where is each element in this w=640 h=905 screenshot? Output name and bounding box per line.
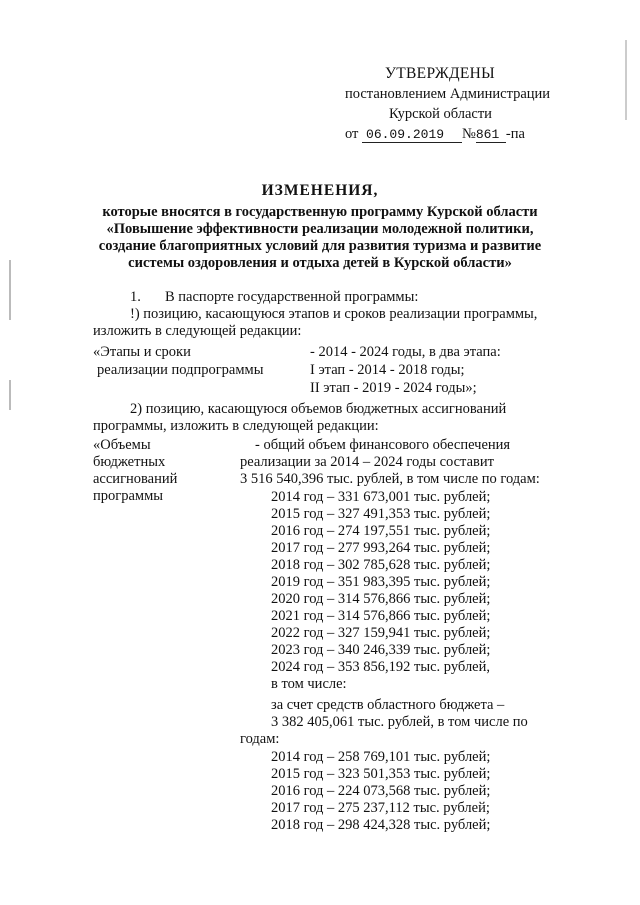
stages-value-line-2: I этап - 2014 - 2018 годы; bbox=[310, 362, 465, 378]
budget-year-regional-2018: 2018 год – 298 424,328 тыс. рублей; bbox=[271, 817, 491, 833]
approval-line-resolution: постановлением Администрации bbox=[345, 86, 551, 102]
budget-year-total-2015: 2015 год – 327 491,353 тыс. рублей; bbox=[271, 506, 491, 522]
changes-subtitle-line-3: создание благоприятных условий для развития туризма и развитие bbox=[98, 238, 542, 254]
budget-years-total bbox=[271, 489, 490, 693]
approval-number-sign: № bbox=[462, 126, 476, 142]
item-1-line-2: изложить в следующей редакции: bbox=[93, 323, 302, 339]
budget-intro-line-2: реализации за 2014 – 2024 годы составит bbox=[240, 454, 494, 470]
budget-year-total-2016: 2016 год – 274 197,551 тыс. рублей; bbox=[271, 523, 491, 539]
approval-number: 861 bbox=[476, 127, 506, 143]
budget-year-regional-2016: 2016 год – 224 073,568 тыс. рублей; bbox=[271, 783, 491, 799]
budget-regional-line-2: 3 382 405,061 тыс. рублей, в том числе по bbox=[271, 714, 528, 730]
budget-year-total-2024: 2024 год – 353 856,192 тыс. рублей, bbox=[271, 659, 491, 675]
changes-title: ИЗМЕНЕНИЯ, bbox=[261, 182, 379, 199]
budget-intro-line-1: - общий объем финансового обеспечения bbox=[255, 437, 511, 453]
budget-label-line-1: «Объемы bbox=[93, 437, 151, 453]
budget-regional-line-3: годам: bbox=[240, 731, 280, 747]
budget-year-total-2017: 2017 год – 277 993,264 тыс. рублей; bbox=[271, 540, 491, 556]
budget-label-line-2: бюджетных bbox=[93, 454, 166, 470]
budget-year-regional-2015: 2015 год – 323 501,353 тыс. рублей; bbox=[271, 766, 491, 782]
budget-label bbox=[93, 437, 177, 505]
scan-mark-right bbox=[625, 40, 627, 120]
budget-years-regional bbox=[271, 749, 490, 834]
budget-label-line-3: ассигнований bbox=[93, 471, 178, 487]
item-2-line-2: программы, изложить в следующей редакции: bbox=[93, 418, 379, 434]
approval-from-label: от bbox=[345, 126, 359, 142]
changes-subtitle-line-1: которые вносятся в государственную программу Курской области bbox=[102, 204, 538, 220]
approval-number-suffix: -па bbox=[505, 126, 525, 142]
budget-year-total-2019: 2019 год – 351 983,395 тыс. рублей; bbox=[271, 574, 491, 590]
approval-block bbox=[345, 64, 585, 144]
budget-year-total-2014: 2014 год – 331 673,001 тыс. рублей; bbox=[271, 489, 491, 505]
budget-label-line-4: программы bbox=[93, 488, 163, 504]
item-1-line-1: !) позицию, касающуюся этапов и сроков реализации программы, bbox=[130, 306, 538, 322]
section-1-number: 1. bbox=[130, 289, 141, 305]
budget-regional-line-1: за счет средств областного бюджета – bbox=[271, 697, 505, 713]
approval-date-line bbox=[345, 124, 585, 144]
stages-value-line-1: - 2014 - 2024 годы, в два этапа: bbox=[310, 344, 501, 360]
stages-label bbox=[93, 343, 263, 379]
budget-year-total-2023: 2023 год – 340 246,339 тыс. рублей; bbox=[271, 642, 491, 658]
scan-mark-left-2 bbox=[9, 380, 11, 410]
item-2-line-1: 2) позицию, касающуюся объемов бюджетных ассигнований bbox=[130, 401, 507, 417]
approval-line-region: Курской области bbox=[389, 106, 492, 122]
budget-year-total-2018: 2018 год – 302 785,628 тыс. рублей; bbox=[271, 557, 491, 573]
budget-year-total-2021: 2021 год – 314 576,866 тыс. рублей; bbox=[271, 608, 491, 624]
changes-subtitle-line-4: системы оздоровления и отдыха детей в Курской области» bbox=[128, 255, 512, 271]
budget-including: в том числе: bbox=[271, 676, 347, 692]
changes-subtitle-line-2: «Повышение эффективности реализации молодежной политики, bbox=[106, 221, 534, 237]
stages-value bbox=[310, 343, 501, 397]
changes-heading bbox=[0, 182, 640, 272]
budget-intro-line-3: 3 516 540,396 тыс. рублей, в том числе по годам: bbox=[240, 471, 540, 487]
stages-label-line-1: «Этапы и сроки bbox=[93, 344, 191, 360]
budget-year-regional-2017: 2017 год – 275 237,112 тыс. рублей; bbox=[271, 800, 490, 816]
stages-value-line-3: II этап - 2019 - 2024 годы»; bbox=[310, 380, 477, 396]
budget-year-total-2022: 2022 год – 327 159,941 тыс. рублей; bbox=[271, 625, 491, 641]
section-1-text: В паспорте государственной программы: bbox=[165, 289, 419, 305]
approval-title: УТВЕРЖДЕНЫ bbox=[385, 65, 495, 82]
budget-year-total-2020: 2020 год – 314 576,866 тыс. рублей; bbox=[271, 591, 491, 607]
approval-date: 06.09.2019 bbox=[362, 127, 462, 143]
budget-year-regional-2014: 2014 год – 258 769,101 тыс. рублей; bbox=[271, 749, 491, 765]
stages-label-line-2: реализации подпрограммы bbox=[97, 362, 264, 378]
